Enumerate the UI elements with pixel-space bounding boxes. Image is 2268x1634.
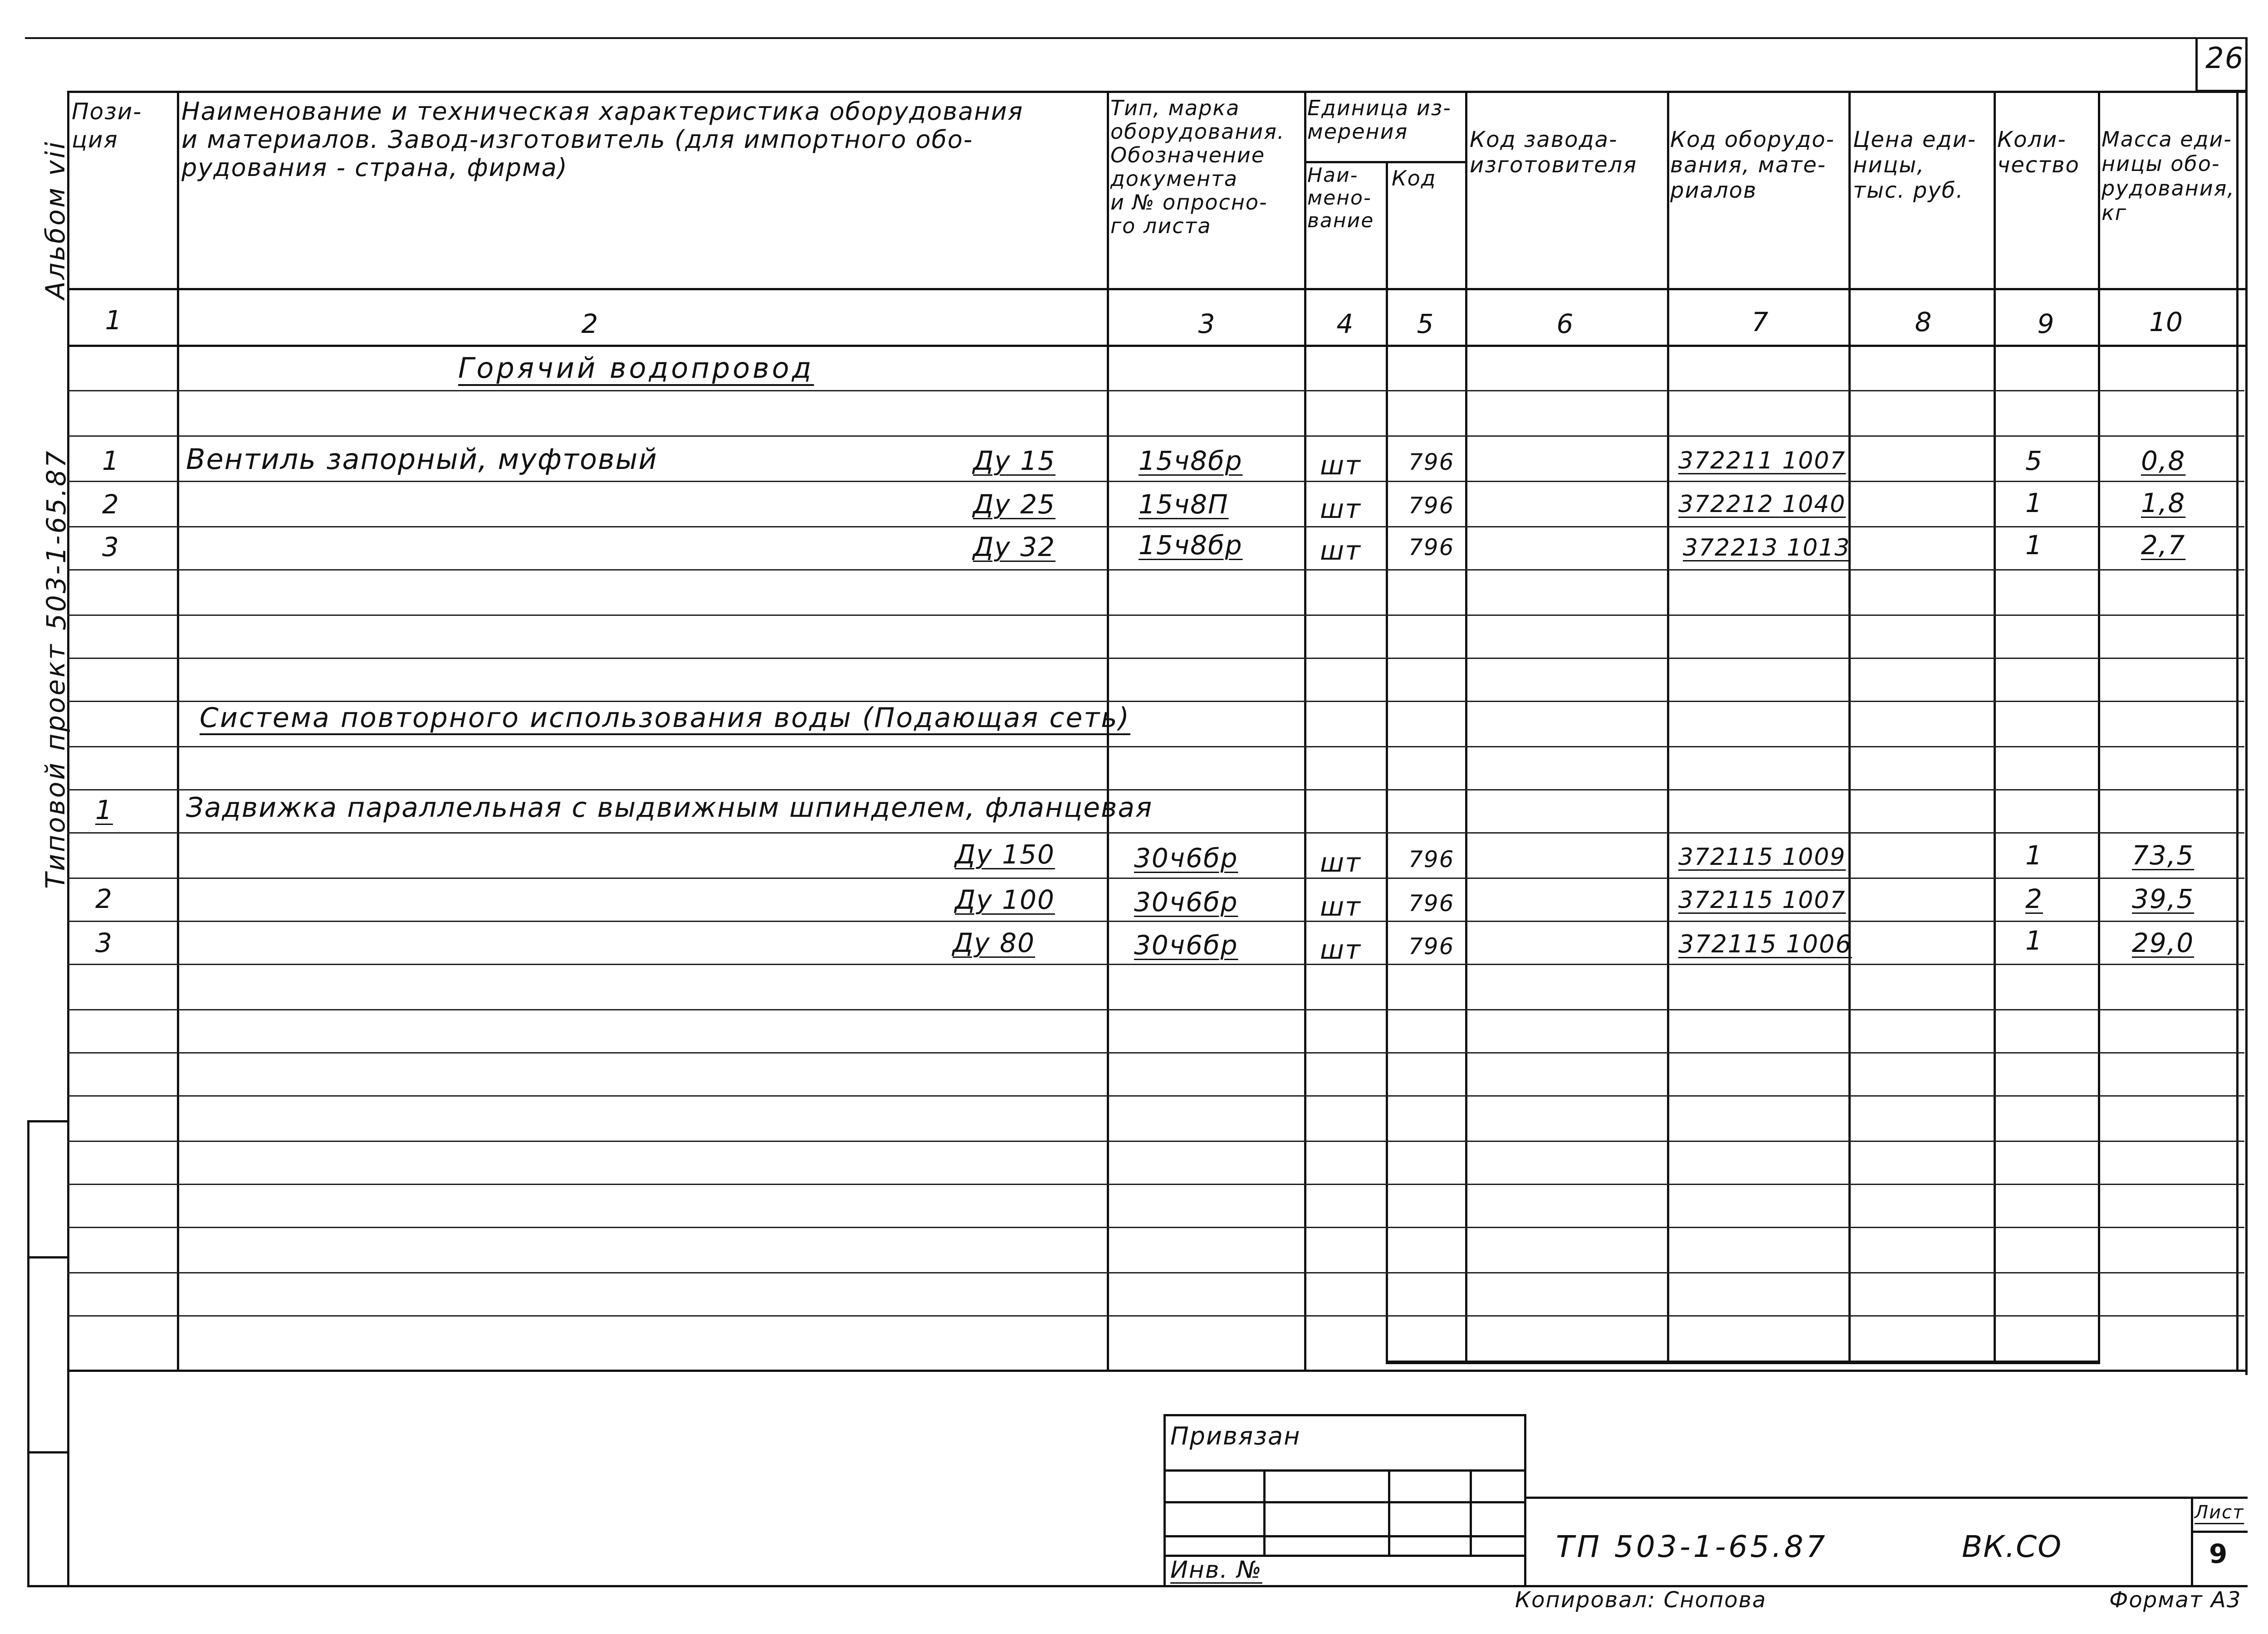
row1-qty: 5 <box>2025 445 2043 476</box>
colnum-10: 10 <box>2149 307 2183 337</box>
header-unit: Единица из- мерения <box>1307 96 1452 144</box>
colnum-6: 6 <box>1556 308 1574 339</box>
col-line-7 <box>1848 91 1851 1363</box>
col-line-4 <box>1386 161 1388 1363</box>
doc-mark: ВК.СО <box>1962 1529 2063 1564</box>
row-line <box>67 789 2244 790</box>
row4-unit-code: 796 <box>1408 846 1455 873</box>
row3-unit-code: 796 <box>1408 534 1455 561</box>
margin-box-mid1 <box>27 1256 69 1258</box>
right-border <box>2245 37 2248 1375</box>
row1-name: Вентиль запорный, муфтовый <box>186 443 658 476</box>
row-line <box>67 832 2244 834</box>
header-factory-code: Код завода- изготовителя <box>1470 127 1637 178</box>
col-line-3 <box>1304 91 1306 1372</box>
margin-code: 503-1-65.87 <box>41 449 72 630</box>
margin-box-top <box>27 1120 69 1122</box>
stamp-line <box>1163 1501 1526 1503</box>
row5-unit-code: 796 <box>1408 890 1455 917</box>
col-line-1 <box>177 91 179 1372</box>
row1-unit-code: 796 <box>1408 449 1455 475</box>
row-line <box>67 964 2244 965</box>
row6-code: 372115 1006 <box>1678 930 1852 958</box>
sheet-label: Лист <box>2195 1502 2244 1523</box>
row2-unit: шт <box>1320 493 1361 524</box>
row-line <box>67 878 2244 879</box>
margin-project: Типовой проект <box>40 642 71 889</box>
row4-size: Ду 150 <box>955 839 1055 870</box>
row6-size: Ду 80 <box>953 927 1035 958</box>
row-line <box>67 1052 2244 1054</box>
unit-subheader-line <box>1304 161 1467 163</box>
table-bottom-right <box>1386 1361 2100 1364</box>
row-line <box>67 658 2244 659</box>
header-mass: Масса еди- ницы обо- рудования, кг <box>2102 127 2235 225</box>
row-line <box>67 1184 2244 1185</box>
title-block-top <box>1524 1497 2248 1499</box>
row5-size: Ду 100 <box>955 884 1055 915</box>
col-line-6 <box>1667 91 1669 1363</box>
row-line <box>67 1315 2244 1317</box>
col-line-10 <box>2236 91 2239 1372</box>
header-equipment-code: Код оборудо- вания, мате- риалов <box>1670 127 1835 203</box>
section-title-hot-water: Горячий водопровод <box>458 351 814 385</box>
doc-number: ТП 503-1-65.87 <box>1556 1529 1828 1564</box>
row6-unit: шт <box>1320 934 1361 965</box>
colnum-8: 8 <box>1915 307 1932 337</box>
header-position: Пози- ция <box>72 98 142 153</box>
row-line <box>67 481 2244 482</box>
row6-qty: 1 <box>2025 925 2043 956</box>
row4-unit: шт <box>1320 847 1361 878</box>
stamp-attached-label: Привязан <box>1170 1422 1301 1450</box>
row6-position: 3 <box>95 927 113 958</box>
header-price: Цена еди- ницы, тыс. руб. <box>1853 127 1977 203</box>
stamp-line <box>1163 1469 1526 1472</box>
row-line <box>67 1141 2244 1142</box>
header-type: Тип, марка оборудования. Обозначение документа и № опросно- го листа <box>1110 96 1285 238</box>
bottom-border <box>27 1585 2248 1587</box>
colnum-9: 9 <box>2037 308 2054 339</box>
row3-size: Ду 32 <box>973 532 1056 562</box>
colnum-1: 1 <box>105 305 122 336</box>
row5-type: 30ч6бр <box>1134 887 1238 917</box>
col-line-5 <box>1465 91 1467 1363</box>
colnum-5: 5 <box>1417 308 1434 339</box>
header-bottom <box>67 288 2247 290</box>
row5-position: 2 <box>95 883 113 914</box>
header-quantity: Коли- чество <box>1997 127 2080 178</box>
colnum-2: 2 <box>581 308 598 339</box>
row5-code: 372115 1007 <box>1678 887 1846 914</box>
row4-type: 30ч6бр <box>1134 843 1238 873</box>
row6-unit-code: 796 <box>1408 933 1455 960</box>
row-line <box>67 1227 2244 1228</box>
row3-type: 15ч8бр <box>1139 530 1243 561</box>
colnum-7: 7 <box>1751 307 1769 337</box>
row6-mass: 29,0 <box>2132 927 2195 958</box>
row2-size: Ду 25 <box>973 489 1056 520</box>
row-line <box>67 615 2244 616</box>
row-line <box>67 746 2244 747</box>
margin-album: Альбом vii <box>40 140 71 299</box>
row3-code: 372213 1013 <box>1683 534 1851 561</box>
page-number: 26 <box>2205 42 2244 75</box>
row2-mass: 1,8 <box>2141 488 2186 518</box>
section-title-water-reuse: Система повторного использования воды (Подающая сеть) <box>200 702 1130 734</box>
row4-mass: 73,5 <box>2132 840 2195 871</box>
stamp-col <box>1388 1469 1390 1556</box>
colnum-3: 3 <box>1198 308 1215 339</box>
margin-box-left <box>27 1120 29 1587</box>
sheet-number: 9 <box>2209 1538 2228 1569</box>
header-name: Наименование и техническая характеристика оборудования и материалов. Завод-изготовитель (для импортного обо- рудования - страна, фирма) <box>181 97 1024 182</box>
sheet-box-left <box>2191 1497 2193 1586</box>
stamp-col <box>1470 1469 1472 1556</box>
stamp-box-left <box>1163 1414 1166 1586</box>
header-unit-name: Наи- мено- вание <box>1307 164 1374 232</box>
row1-type: 15ч8бр <box>1139 445 1243 476</box>
row-line <box>67 1272 2244 1273</box>
top-border <box>25 37 2245 39</box>
row2-code: 372212 1040 <box>1678 491 1846 518</box>
colnum-4: 4 <box>1336 308 1354 339</box>
row5-unit: шт <box>1320 891 1361 922</box>
row1-size: Ду 15 <box>973 445 1056 476</box>
copied-by: Копировал: Снопова <box>1515 1587 1767 1613</box>
colnum-bottom <box>67 345 2247 347</box>
row-line <box>67 526 2244 527</box>
table-bottom <box>67 1370 2247 1372</box>
row1-unit: шт <box>1320 450 1361 481</box>
row-line <box>67 569 2244 571</box>
row3-mass: 2,7 <box>2141 530 2186 561</box>
margin-box-mid2 <box>27 1451 69 1454</box>
stamp-box-top <box>1163 1414 1526 1416</box>
col-line-9 <box>2098 91 2100 1363</box>
row5-qty: 2 <box>2025 883 2043 914</box>
stamp-col <box>1263 1469 1266 1556</box>
row2-position: 2 <box>102 489 120 520</box>
row2-qty: 1 <box>2025 488 2043 518</box>
col-line-8 <box>1994 91 1996 1363</box>
row1-mass: 0,8 <box>2141 445 2186 476</box>
row2-unit-code: 796 <box>1408 493 1455 519</box>
format-label: Формат А3 <box>2109 1587 2242 1613</box>
stamp-line <box>1163 1535 1526 1537</box>
row-line <box>67 1009 2244 1010</box>
row-line <box>67 921 2244 922</box>
stamp-left <box>67 1372 69 1587</box>
row-line <box>67 1095 2244 1097</box>
row-line <box>67 390 2244 391</box>
row4-code: 372115 1009 <box>1678 844 1846 871</box>
item2-position: 1 <box>95 795 113 825</box>
page-number-box-left <box>2195 37 2198 91</box>
stamp-inv-label: Инв. № <box>1170 1556 1262 1584</box>
row1-position: 1 <box>102 445 120 476</box>
row1-code: 372211 1007 <box>1678 447 1846 474</box>
row-line <box>67 435 2244 437</box>
table-top <box>67 91 2247 93</box>
row2-type: 15ч8П <box>1139 489 1229 520</box>
stamp-box-right <box>1524 1414 1526 1586</box>
row4-qty: 1 <box>2025 840 2043 871</box>
item2-name: Задвижка параллельная с выдвижным шпинделем, фланцевая <box>186 792 1153 824</box>
row6-type: 30ч6бр <box>1134 930 1238 961</box>
row3-qty: 1 <box>2025 530 2043 561</box>
sheet-box-mid <box>2191 1531 2248 1533</box>
row5-mass: 39,5 <box>2132 883 2195 914</box>
row3-unit: шт <box>1320 535 1361 566</box>
header-unit-code: Код <box>1392 166 1437 190</box>
row3-position: 3 <box>102 532 120 562</box>
